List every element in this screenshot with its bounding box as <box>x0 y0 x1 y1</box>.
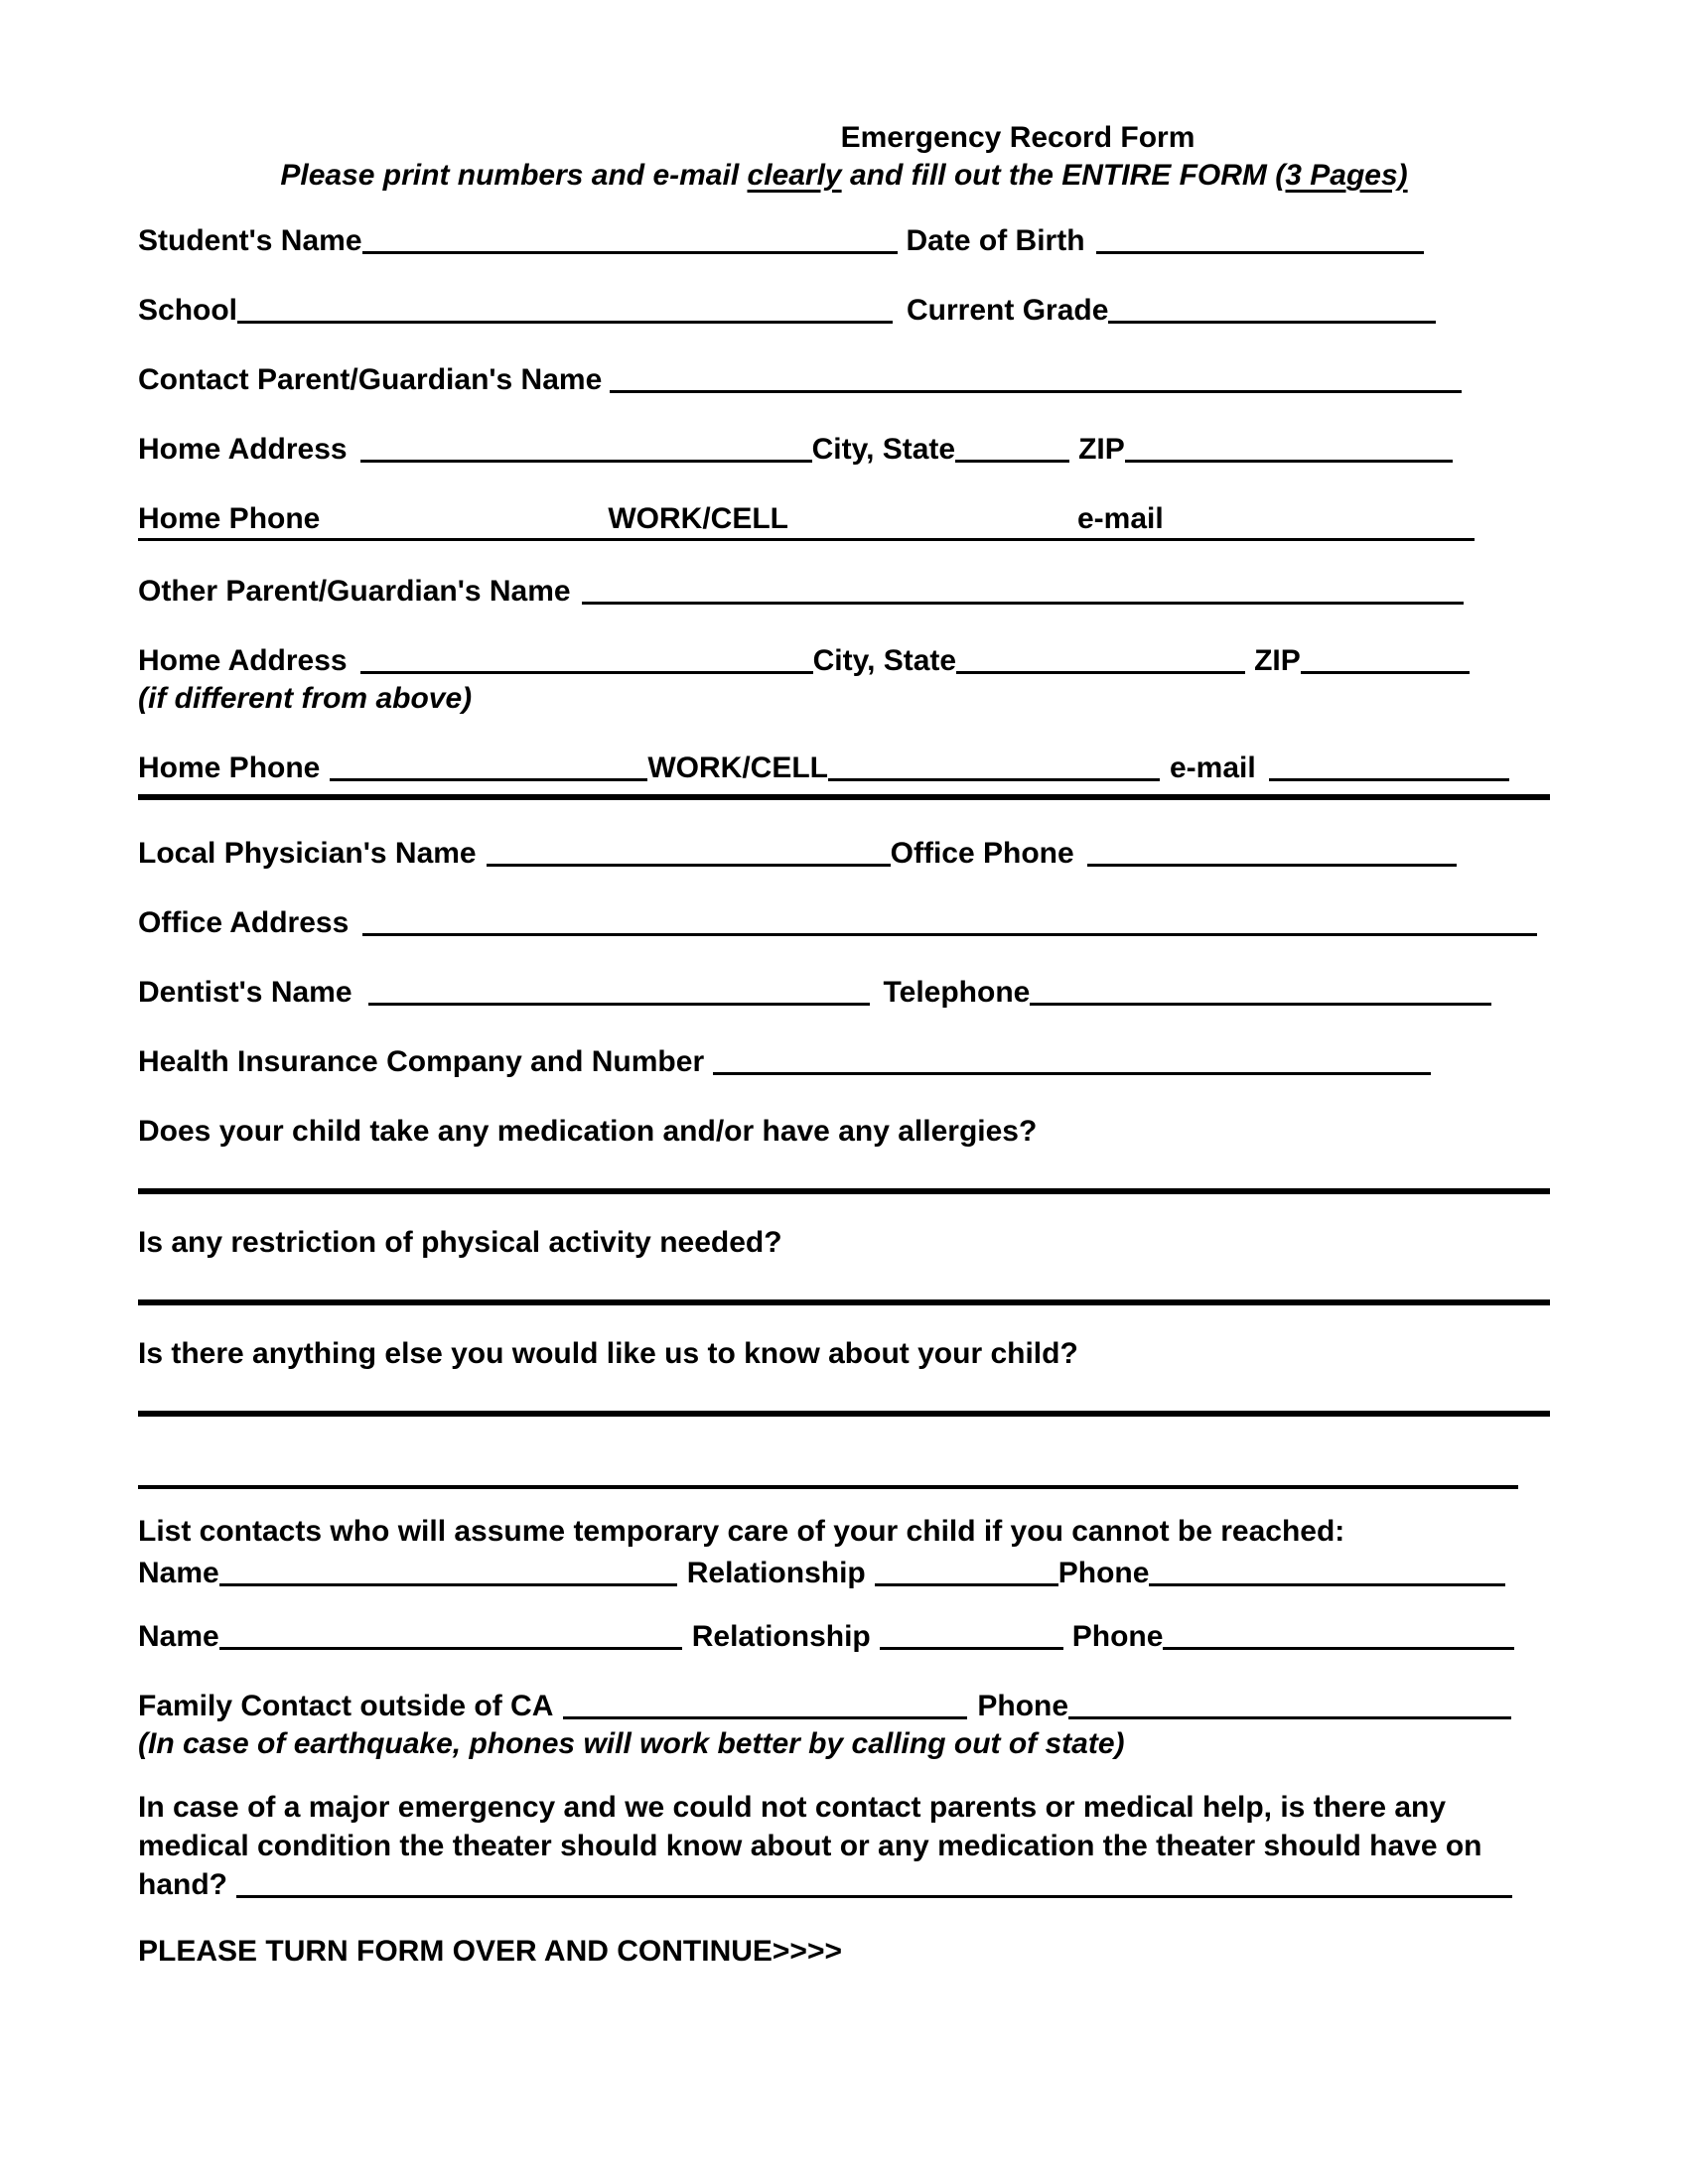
city-state-2-label: City, State <box>812 644 957 677</box>
health-insurance-blank[interactable] <box>713 1072 1431 1075</box>
question-medication <box>138 1113 1550 1151</box>
zip-2-label: ZIP <box>1254 644 1301 677</box>
school-blank[interactable] <box>237 321 893 324</box>
question-restriction-text: Is any restriction of physical activity needed? <box>138 1226 782 1259</box>
city-state-2-blank[interactable] <box>956 671 1245 674</box>
home-phone-underlined-group <box>138 500 1475 541</box>
anything-else-answer-line-1[interactable] <box>138 1411 1550 1417</box>
home-phone-label: Home Phone <box>138 502 321 535</box>
question-anything-else-text: Is there anything else you would like us to know about your child? <box>138 1337 1078 1370</box>
contact-2-name-label: Name <box>138 1620 219 1653</box>
family-phone-label: Phone <box>977 1690 1069 1722</box>
student-name-row <box>138 222 1550 260</box>
turn-over-instruction <box>138 1933 1550 1971</box>
contact-1-phone-blank[interactable] <box>1149 1583 1505 1586</box>
home-address-2-label: Home Address <box>138 644 348 677</box>
office-address-label: Office Address <box>138 906 350 939</box>
students-name-blank[interactable] <box>362 251 898 254</box>
dentists-name-label: Dentist's Name <box>138 976 352 1009</box>
home-phone-row-2 <box>138 750 1550 787</box>
earthquake-note <box>138 1725 1550 1763</box>
home-phone-2-label: Home Phone <box>138 751 321 784</box>
medication-answer-line[interactable] <box>138 1188 1550 1194</box>
contact-2-relationship-blank[interactable] <box>880 1647 1063 1650</box>
emergency-paragraph <box>138 1788 1550 1904</box>
city-state-label: City, State <box>811 433 956 466</box>
home-phone-row-1 <box>138 500 1550 541</box>
if-different-note <box>138 680 1550 718</box>
family-contact-label: Family Contact outside of CA <box>138 1690 554 1722</box>
contact-2-name-blank[interactable] <box>219 1647 682 1650</box>
telephone-label: Telephone <box>883 976 1031 1009</box>
contact-2-phone-label: Phone <box>1071 1620 1164 1653</box>
contact-1-phone-label: Phone <box>1057 1557 1150 1589</box>
zip-blank[interactable] <box>1125 460 1453 463</box>
list-contacts-heading <box>138 1513 1550 1551</box>
emergency-answer-blank[interactable] <box>236 1895 1512 1898</box>
question-medication-text: Does your child take any medication and/or have any allergies? <box>138 1115 1038 1148</box>
contact-1-relationship-blank[interactable] <box>875 1583 1058 1586</box>
earthquake-note-text: (In case of earthquake, phones will work better by calling out of state) <box>138 1727 1125 1760</box>
health-insurance-label: Health Insurance Company and Number <box>138 1045 705 1078</box>
other-parent-name-blank[interactable] <box>582 602 1464 605</box>
other-parent-row <box>138 573 1550 611</box>
city-state-blank[interactable] <box>955 460 1069 463</box>
dentist-row <box>138 974 1550 1012</box>
insurance-row <box>138 1043 1550 1081</box>
emergency-paragraph-text: In case of a major emergency and we could not contact parents or medical help, is there any medical condition the theater should know about or any medication the theater should have on hand? <box>138 1791 1482 1901</box>
email-2-label: e-mail <box>1170 751 1256 784</box>
work-cell-label: WORK/CELL <box>608 502 788 535</box>
contact-1-relationship-label: Relationship <box>686 1557 866 1589</box>
list-contacts-text: List contacts who will assume temporary care of your child if you cannot be reached: <box>138 1515 1345 1548</box>
other-parent-name-label: Other Parent/Guardian's Name <box>138 575 571 608</box>
family-contact-row <box>138 1688 1550 1725</box>
office-phone-label: Office Phone <box>890 837 1074 870</box>
contact-2-phone-blank[interactable] <box>1163 1647 1514 1650</box>
date-of-birth-label: Date of Birth <box>906 224 1085 257</box>
telephone-blank[interactable] <box>1030 1003 1491 1006</box>
physician-row <box>138 835 1550 873</box>
contact-1-name-label: Name <box>138 1557 219 1589</box>
email-label: e-mail <box>1077 502 1164 535</box>
family-phone-blank[interactable] <box>1068 1716 1511 1719</box>
current-grade-blank[interactable] <box>1108 321 1436 324</box>
zip-2-blank[interactable] <box>1301 671 1470 674</box>
office-address-row <box>138 904 1550 942</box>
home-address-row-1 <box>138 431 1550 469</box>
home-address-row-2 <box>138 642 1550 680</box>
local-physician-blank[interactable] <box>487 864 891 867</box>
date-of-birth-blank[interactable] <box>1096 251 1424 254</box>
work-cell-2-blank[interactable] <box>828 778 1160 781</box>
section-separator-rule <box>138 794 1550 800</box>
contact-parent-name-label: Contact Parent/Guardian's Name <box>138 363 603 396</box>
contact-1-name-blank[interactable] <box>219 1583 677 1586</box>
email-2-blank[interactable] <box>1269 778 1509 781</box>
contact-2-relationship-label: Relationship <box>691 1620 871 1653</box>
question-restriction <box>138 1224 1550 1262</box>
home-address-label: Home Address <box>138 433 348 466</box>
subtitle-text-mid: and fill out the ENTIRE FORM <box>841 159 1276 192</box>
school-row <box>138 292 1550 330</box>
restriction-answer-line[interactable] <box>138 1299 1550 1305</box>
students-name-label: Student's Name <box>138 224 362 257</box>
anything-else-answer-line-2[interactable] <box>138 1485 1518 1489</box>
contact-row-2 <box>138 1618 1550 1656</box>
school-label: School <box>138 294 238 327</box>
subtitle-underlined-pages: (3 Pages) <box>1275 159 1408 192</box>
question-anything-else <box>138 1335 1550 1373</box>
if-different-note-text: (if different from above) <box>138 682 473 715</box>
form-subtitle <box>138 157 1550 195</box>
home-address-blank[interactable] <box>360 460 812 463</box>
form-title: Emergency Record Form <box>840 121 1196 154</box>
contact-parent-name-blank[interactable] <box>610 390 1462 393</box>
home-address-2-blank[interactable] <box>360 671 813 674</box>
family-contact-blank[interactable] <box>563 1716 967 1719</box>
local-physician-label: Local Physician's Name <box>138 837 477 870</box>
office-address-blank[interactable] <box>362 933 1537 936</box>
office-phone-blank[interactable] <box>1087 864 1457 867</box>
zip-label: ZIP <box>1078 433 1125 466</box>
work-cell-2-label: WORK/CELL <box>647 751 828 784</box>
contact-row-1 <box>138 1555 1550 1592</box>
subtitle-underlined-clearly: clearly <box>747 159 842 192</box>
turn-over-text: PLEASE TURN FORM OVER AND CONTINUE>>>> <box>138 1935 842 1968</box>
subtitle-text: Please print numbers and e-mail <box>280 159 748 192</box>
current-grade-label: Current Grade <box>907 294 1109 327</box>
contact-parent-row <box>138 361 1550 399</box>
home-phone-2-blank[interactable] <box>330 778 647 781</box>
dentists-name-blank[interactable] <box>368 1003 870 1006</box>
